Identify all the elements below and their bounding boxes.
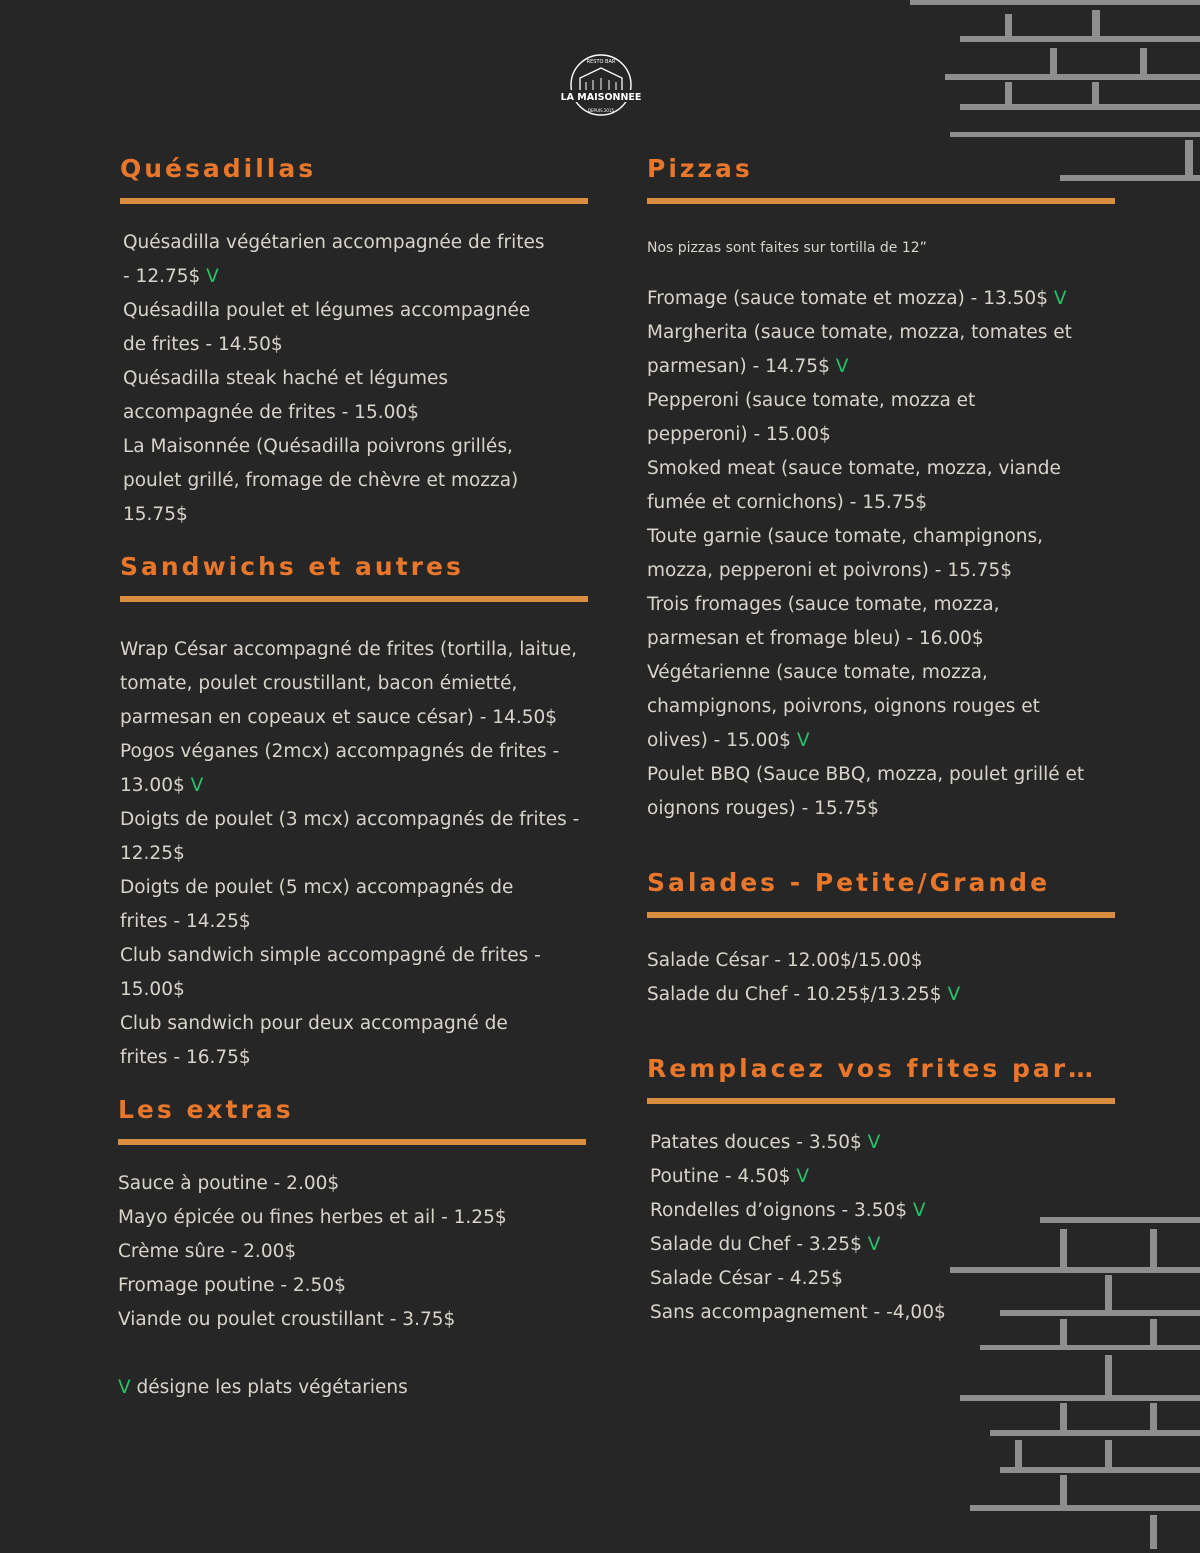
menu-item xyxy=(123,430,608,532)
menu-item xyxy=(120,871,608,939)
section-rule xyxy=(647,198,1115,204)
menu-item xyxy=(647,452,1117,520)
veg-mark: V xyxy=(206,266,219,287)
menu-item-line: Poutine - 4.50$ xyxy=(650,1166,797,1187)
section-title-pizzas: Pizzas xyxy=(647,154,753,183)
menu-item-line: Toute garnie (sauce tomate, champignons, xyxy=(647,526,1044,547)
section-rule xyxy=(120,198,588,204)
section-title-extras: Les extras xyxy=(118,1095,294,1124)
menu-item xyxy=(647,944,1117,978)
menu-item-text: Mayo épicée ou fines herbes et ail - 1.25$ xyxy=(118,1207,507,1228)
menu-item-line: accompagnée de frites - 15.00$ xyxy=(123,402,419,423)
section-salades xyxy=(647,864,1117,1012)
remplacez-list xyxy=(650,1126,1117,1330)
section-extras xyxy=(118,1091,608,1405)
menu-item-line: parmesan et fromage bleu) - 16.00$ xyxy=(647,628,984,649)
menu-item-text: Viande ou poulet croustillant - 3.75$ xyxy=(118,1309,456,1330)
menu-item xyxy=(647,282,1117,316)
menu-item-line: Wrap César accompagné de frites (tortilla, laitue, xyxy=(120,639,578,660)
menu-item-line: oignons rouges) - 15.75$ xyxy=(647,798,879,819)
menu-item-line: Pepperoni (sauce tomate, mozza et xyxy=(647,390,976,411)
salades-list xyxy=(647,944,1117,1012)
menu-item xyxy=(647,384,1117,452)
menu-item-text: Crème sûre - 2.00$ xyxy=(118,1241,297,1262)
menu-item-line: Fromage (sauce tomate et mozza) - 13.50$ xyxy=(647,288,1054,309)
right-column xyxy=(647,150,1117,1330)
veg-mark: V xyxy=(947,984,961,1005)
menu-item-line: Doigts de poulet (3 mcx) accompagnés de frites - xyxy=(120,809,580,830)
veg-mark: V xyxy=(190,775,204,796)
menu-item-line: poulet grillé, fromage de chèvre et mozza) xyxy=(123,470,519,491)
menu-item-line: mozza, pepperoni et poivrons) - 15.75$ xyxy=(647,560,1013,581)
logo-top-text: RESTO BAR xyxy=(586,59,616,65)
menu-item xyxy=(118,1201,608,1235)
menu-item xyxy=(647,978,1117,1012)
menu-item-line: Quésadilla poulet et légumes accompagnée xyxy=(123,300,531,321)
menu-item-line: Club sandwich pour deux accompagné de xyxy=(120,1013,508,1034)
section-quesadillas xyxy=(118,150,608,532)
menu-item-line: Poulet BBQ (Sauce BBQ, mozza, poulet grillé et xyxy=(647,764,1085,785)
quesadillas-list xyxy=(123,226,608,532)
veg-mark: V xyxy=(835,356,849,377)
menu-item-line: - 12.75$ xyxy=(123,266,207,287)
menu-item-line: parmesan) - 14.75$ xyxy=(647,356,836,377)
menu-item xyxy=(118,1269,608,1303)
menu-item xyxy=(120,803,608,871)
menu-item xyxy=(647,758,1117,826)
menu-item-line: Salade du Chef - 10.25$/13.25$ xyxy=(647,984,948,1005)
menu-item-line: Smoked meat (sauce tomate, mozza, viande xyxy=(647,458,1061,479)
logo-bottom-text: DEPUIS 2015 xyxy=(587,108,615,113)
menu-item-line: pepperoni) - 15.00$ xyxy=(647,424,831,445)
menu-item xyxy=(118,1303,608,1337)
menu-item xyxy=(647,316,1117,384)
menu-item-line: Trois fromages (sauce tomate, mozza, xyxy=(647,594,1000,615)
section-title-quesadillas: Quésadillas xyxy=(120,154,317,183)
legend-text: désigne les plats végétariens xyxy=(130,1377,408,1398)
menu-item xyxy=(123,294,608,362)
menu-item-line: champignons, poivrons, oignons rouges et xyxy=(647,696,1040,717)
section-title-sandwichs: Sandwichs et autres xyxy=(120,552,464,581)
menu-item-line: Salade du Chef - 3.25$ xyxy=(650,1234,868,1255)
menu-item-line: fumée et cornichons) - 15.75$ xyxy=(647,492,928,513)
menu-item-line: 13.00$ xyxy=(120,775,191,796)
section-pizzas xyxy=(647,150,1117,826)
section-sandwichs xyxy=(118,548,608,1075)
pizzas-list xyxy=(647,282,1117,826)
restaurant-logo xyxy=(560,52,642,118)
menu-item xyxy=(118,1235,608,1269)
menu-item-line: Quésadilla steak haché et légumes xyxy=(123,368,448,389)
left-column xyxy=(118,150,608,1405)
veg-mark: V xyxy=(796,730,810,751)
pizza-note: Nos pizzas sont faites sur tortilla de 12” xyxy=(647,240,927,256)
menu-item-line: Club sandwich simple accompagné de frites - xyxy=(120,945,541,966)
menu-item-line: 15.75$ xyxy=(123,504,188,525)
section-title-remplacez: Remplacez vos frites par… xyxy=(647,1054,1097,1083)
menu-item xyxy=(120,633,608,735)
menu-item xyxy=(650,1296,1117,1330)
menu-item-line: frites - 14.25$ xyxy=(120,911,251,932)
veg-mark: V xyxy=(912,1200,926,1221)
menu-item-line: parmesan en copeaux et sauce césar) - 14.50$ xyxy=(120,707,558,728)
section-rule xyxy=(120,596,588,602)
menu-item-line: Rondelles d’oignons - 3.50$ xyxy=(650,1200,913,1221)
menu-item-line: 12.25$ xyxy=(120,843,185,864)
veg-mark: V xyxy=(118,1377,131,1398)
menu-item-line: de frites - 14.50$ xyxy=(123,334,283,355)
menu-item-line: Salade César - 4.25$ xyxy=(650,1268,843,1289)
veg-mark: V xyxy=(867,1234,881,1255)
menu-item xyxy=(123,226,608,294)
menu-item-line: Patates douces - 3.50$ xyxy=(650,1132,868,1153)
menu-item-text: Sauce à poutine - 2.00$ xyxy=(118,1173,340,1194)
menu-item-line: Margherita (sauce tomate, mozza, tomates et xyxy=(647,322,1072,343)
veg-mark: V xyxy=(1053,288,1067,309)
menu-item xyxy=(650,1126,1117,1160)
menu-item-line: Doigts de poulet (5 mcx) accompagnés de xyxy=(120,877,514,898)
section-rule xyxy=(647,1098,1115,1104)
menu-item xyxy=(647,520,1117,588)
menu-item-line: tomate, poulet croustillant, bacon émietté, xyxy=(120,673,518,694)
menu-item-line: La Maisonnée (Quésadilla poivrons grillés, xyxy=(123,436,513,457)
menu-item xyxy=(647,656,1117,758)
veg-mark: V xyxy=(796,1166,809,1187)
menu-item-line: Salade César - 12.00$/15.00$ xyxy=(647,950,923,971)
menu-item xyxy=(120,735,608,803)
veg-mark: V xyxy=(867,1132,881,1153)
menu-item xyxy=(123,362,608,430)
section-remplacez xyxy=(647,1050,1117,1330)
menu-item-line: Sans accompagnement - -4,00$ xyxy=(650,1302,946,1323)
section-title-salades: Salades - Petite/Grande xyxy=(647,868,1051,897)
section-rule xyxy=(118,1139,586,1145)
menu-item xyxy=(120,939,608,1007)
menu-item xyxy=(120,1007,608,1075)
menu-item-text: Fromage poutine - 2.50$ xyxy=(118,1275,346,1296)
menu-item xyxy=(647,588,1117,656)
menu-item xyxy=(650,1228,1117,1262)
menu-item-line: Quésadilla végétarien accompagnée de frites xyxy=(123,232,545,253)
menu-item-line: Pogos véganes (2mcx) accompagnés de frites - xyxy=(120,741,560,762)
menu-item-line: 15.00$ xyxy=(120,979,185,1000)
menu-item-line: Végétarienne (sauce tomate, mozza, xyxy=(647,662,988,683)
vegetarian-legend xyxy=(118,1371,608,1405)
menu-item xyxy=(650,1262,1117,1296)
menu-item xyxy=(650,1160,1117,1194)
extras-list xyxy=(118,1167,608,1337)
menu-item xyxy=(118,1167,608,1201)
menu-item xyxy=(650,1194,1117,1228)
menu-item-line: olives) - 15.00$ xyxy=(647,730,797,751)
section-rule xyxy=(647,912,1115,918)
sandwichs-list xyxy=(120,633,608,1075)
menu-item-line: frites - 16.75$ xyxy=(120,1047,251,1068)
logo-name: LA MAISONNEE xyxy=(560,92,642,103)
